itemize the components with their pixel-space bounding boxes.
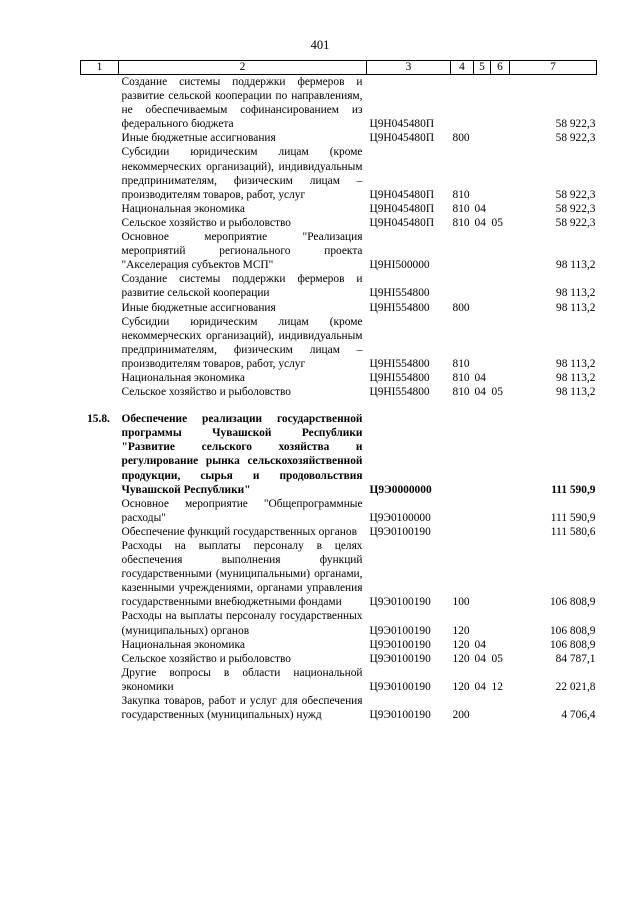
row-name: Создание системы поддержки фермеров и развитие сельской кооперации по направлениям, не обеспечиваемым софинансированием из федерального бюджета — [121, 76, 363, 131]
row-amount: 106 808,9 — [549, 596, 596, 609]
header-col-1: 1 — [81, 61, 119, 75]
header-col-5: 5 — [474, 61, 491, 75]
row-section — [474, 694, 491, 722]
page-number: 401 — [310, 38, 330, 52]
table-row — [81, 539, 597, 609]
row-amount: 106 808,9 — [549, 624, 596, 637]
row-number — [81, 145, 119, 201]
row-number — [81, 371, 119, 385]
row-code: Ц9Н045480П — [369, 188, 435, 201]
row-code: Ц9Э0100190 — [369, 624, 431, 637]
row-expense-type: 810 — [452, 202, 470, 215]
row-amount: 58 922,3 — [555, 188, 596, 201]
row-number — [81, 652, 119, 666]
row-code: Ц9НI554800 — [369, 386, 430, 399]
row-name: Субсидии юридическим лицам (кроме некоммерческих организаций), индивидуальным предпринимателям, физическим лицам – производителям товаров, работ, услуг — [121, 146, 363, 201]
row-section — [474, 230, 491, 272]
table-row — [81, 131, 597, 145]
row-code: Ц9НI554800 — [369, 301, 430, 314]
row-name: Национальная экономика — [121, 371, 245, 384]
row-code: Ц9Э0100190 — [369, 680, 431, 693]
row-code: Ц9Н045480П — [369, 202, 435, 215]
row-section — [474, 145, 491, 201]
row-name: Иные бюджетные ассигнования — [121, 132, 276, 145]
row-expense-type: 800 — [452, 301, 470, 314]
row-name: Национальная экономика — [121, 202, 245, 215]
row-amount: 98 113,2 — [556, 287, 596, 300]
row-section: 04 — [474, 652, 486, 665]
row-number — [81, 75, 119, 132]
row-expense-type: 200 — [452, 709, 470, 722]
row-expense-type: 810 — [452, 357, 470, 370]
row-section — [474, 75, 491, 132]
row-expense-type: 810 — [452, 216, 470, 229]
row-amount: 58 922,3 — [555, 118, 596, 131]
row-number — [81, 694, 119, 722]
row-name: Расходы на выплаты персоналу в целях обеспечения выполнения функций государственными (муниципальными) органами, казенными учреждениями, органами управления государственными внебюджетными фондами — [121, 540, 363, 609]
row-code: Ц9Э0000000 — [369, 483, 432, 496]
row-name: Сельское хозяйство и рыболовство — [121, 216, 291, 229]
row-code: Ц9Н045480П — [369, 216, 435, 229]
row-amount: 22 021,8 — [555, 680, 596, 693]
row-section — [474, 412, 491, 497]
row-subsection: 05 — [491, 652, 503, 665]
table-row — [81, 301, 597, 315]
row-code: Ц9Э0100190 — [369, 709, 431, 722]
row-section — [474, 272, 491, 300]
row-number — [81, 525, 119, 539]
row-amount: 98 113,2 — [556, 357, 596, 370]
row-subsection: 05 — [491, 216, 503, 229]
row-number — [81, 638, 119, 652]
row-amount: 106 808,9 — [549, 638, 596, 651]
row-subsection: 05 — [491, 386, 503, 399]
row-subsection — [491, 145, 510, 201]
row-expense-type: 100 — [452, 596, 470, 609]
row-name: Создание системы поддержки фермеров и развитие сельской кооперации — [121, 273, 363, 300]
row-subsection — [491, 315, 510, 371]
row-expense-type: 800 — [452, 132, 470, 145]
row-name: Обеспечение реализации государственной программы Чувашской Республики "Развитие сельского хозяйства и регулирование рынка сельскохозяйственной продукции, сырья и продовольствия Чувашской Республики" — [121, 413, 363, 496]
row-number: 15.8. — [87, 413, 110, 426]
header-row — [81, 61, 597, 75]
row-expense-type: 810 — [452, 188, 470, 201]
row-subsection — [491, 371, 510, 385]
row-code: Ц9НI554800 — [369, 357, 430, 370]
row-code: Ц9Э0100000 — [369, 511, 431, 524]
row-name: Обеспечение функций государственных органов — [121, 525, 357, 538]
row-amount: 111 590,9 — [550, 511, 596, 524]
row-amount: 111 580,6 — [550, 525, 596, 538]
row-expense-type — [451, 75, 474, 132]
row-section: 04 — [474, 202, 486, 215]
row-section: 04 — [474, 638, 486, 651]
table-row — [81, 525, 597, 539]
row-code: Ц9Н045480П — [369, 132, 435, 145]
table-row — [81, 497, 597, 525]
table-row — [81, 230, 597, 272]
row-amount: 58 922,3 — [555, 216, 596, 229]
budget-table — [80, 60, 597, 722]
row-amount: 98 113,2 — [556, 386, 596, 399]
row-name: Субсидии юридическим лицам (кроме некоммерческих организаций), индивидуальным предпринимателям, физическим лицам – производителям товаров, работ, услуг — [121, 315, 363, 370]
row-amount: 4 706,4 — [561, 709, 596, 722]
row-amount: 98 113,2 — [556, 371, 596, 384]
row-section — [474, 301, 491, 315]
row-code: Ц9НI554800 — [369, 287, 430, 300]
row-amount: 84 787,1 — [555, 652, 596, 665]
row-number — [81, 385, 119, 399]
table-row — [81, 315, 597, 371]
row-number — [81, 272, 119, 300]
row-amount: 111 590,9 — [551, 483, 596, 496]
table-row — [81, 638, 597, 652]
row-number — [81, 131, 119, 145]
header-col-6: 6 — [491, 61, 510, 75]
row-code: Ц9Э0100190 — [369, 638, 431, 651]
row-number — [81, 230, 119, 272]
table-row — [81, 385, 597, 399]
row-code: Ц9НI500000 — [369, 259, 430, 272]
row-expense-type: 810 — [452, 371, 470, 384]
table-row — [81, 694, 597, 722]
row-section — [474, 609, 491, 637]
row-subsection — [491, 230, 510, 272]
row-expense-type: 120 — [452, 624, 470, 637]
row-section — [474, 525, 491, 539]
row-subsection — [491, 525, 510, 539]
table-row — [81, 412, 597, 497]
table-body — [81, 75, 597, 723]
row-section — [474, 315, 491, 371]
row-expense-type — [451, 230, 474, 272]
row-number — [81, 315, 119, 371]
row-code: Ц9Э0100190 — [369, 596, 431, 609]
row-number — [81, 539, 119, 609]
row-section: 04 — [474, 680, 486, 693]
header-col-4: 4 — [451, 61, 474, 75]
row-subsection — [491, 638, 510, 652]
table-row — [81, 666, 597, 694]
row-name: Расходы на выплаты персоналу государственных (муниципальных) органов — [121, 610, 363, 637]
header-col-3: 3 — [367, 61, 451, 75]
table-row — [81, 371, 597, 385]
row-code: Ц9НI554800 — [369, 371, 430, 384]
row-name: Иные бюджетные ассигнования — [121, 301, 276, 314]
row-subsection — [491, 301, 510, 315]
row-name: Основное мероприятие "Общепрограммные расходы" — [121, 497, 363, 524]
row-amount: 98 113,2 — [556, 301, 596, 314]
row-name: Сельское хозяйство и рыболовство — [121, 386, 291, 399]
table-row — [81, 145, 597, 201]
row-number — [81, 497, 119, 525]
row-section: 04 — [474, 386, 486, 399]
row-code: Ц9Э0100190 — [369, 652, 431, 665]
table-row — [81, 272, 597, 300]
row-code: Ц9Э0100190 — [369, 525, 431, 538]
row-name: Сельское хозяйство и рыболовство — [121, 652, 291, 665]
row-subsection — [491, 412, 510, 497]
row-number — [81, 216, 119, 230]
header-col-2: 2 — [119, 61, 367, 75]
row-code: Ц9Н045480П — [369, 118, 435, 131]
spacer-cell — [81, 399, 597, 412]
row-expense-type: 120 — [452, 680, 470, 693]
row-section — [474, 539, 491, 609]
row-subsection — [491, 75, 510, 132]
row-number — [81, 666, 119, 694]
table-row — [81, 216, 597, 230]
row-section — [474, 497, 491, 525]
row-amount: 58 922,3 — [555, 132, 596, 145]
row-subsection — [491, 272, 510, 300]
row-expense-type — [451, 272, 474, 300]
row-expense-type — [451, 412, 474, 497]
row-expense-type: 120 — [452, 652, 470, 665]
row-number — [81, 609, 119, 637]
row-subsection — [491, 131, 510, 145]
table-row — [81, 202, 597, 216]
row-subsection — [491, 497, 510, 525]
row-expense-type: 120 — [452, 638, 470, 651]
header-col-7: 7 — [510, 61, 597, 75]
row-name: Закупка товаров, работ и услуг для обеспечения государственных (муниципальных) нужд — [121, 695, 363, 722]
table-row — [81, 75, 597, 132]
table-row — [81, 609, 597, 637]
row-expense-type: 810 — [452, 386, 470, 399]
spacer-row — [81, 399, 597, 412]
row-expense-type — [451, 497, 474, 525]
row-expense-type — [451, 525, 474, 539]
row-amount: 98 113,2 — [556, 259, 596, 272]
table-row — [81, 652, 597, 666]
row-subsection: 12 — [491, 680, 503, 693]
row-name: Основное мероприятие "Реализация мероприятий регионального проекта "Акселерация субъектов МСП" — [121, 231, 363, 272]
row-subsection — [491, 609, 510, 637]
row-subsection — [491, 539, 510, 609]
row-section — [474, 131, 491, 145]
row-amount: 58 922,3 — [555, 202, 596, 215]
row-number — [81, 301, 119, 315]
row-name: Другие вопросы в области национальной экономики — [121, 666, 363, 693]
row-subsection — [491, 694, 510, 722]
row-number — [81, 202, 119, 216]
row-section: 04 — [474, 371, 486, 384]
row-name: Национальная экономика — [121, 638, 245, 651]
row-subsection — [491, 202, 510, 216]
row-section: 04 — [474, 216, 486, 229]
